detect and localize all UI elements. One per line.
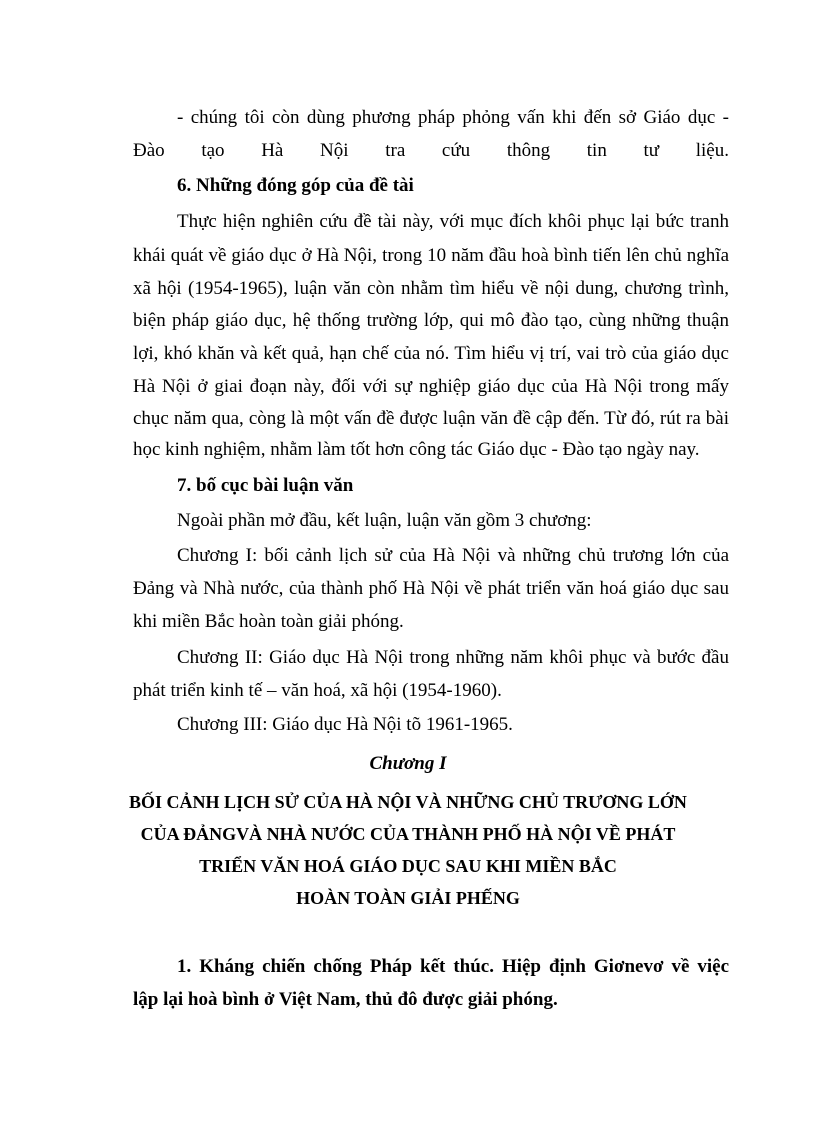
paragraph-line: Thực hiện nghiên cứu đề tài này, với mục đích khôi phục lại bức tranh [177, 211, 729, 232]
chapter-heading: Chương I [369, 753, 447, 774]
chapter-title-line: HOÀN TOÀN GIẢI PHẾNG [296, 888, 520, 908]
section-1-heading: 1. Kháng chiến chống Pháp kết thúc. Hiệp định Giơnevơ về việc [177, 956, 729, 977]
section-heading-7: 7. bố cục bài luận văn [177, 475, 354, 496]
paragraph-line: Ngoài phần mở đầu, kết luận, luận văn gồm 3 chương: [177, 510, 592, 531]
paragraph-line: xã hội (1954-1965), luận văn còn nhằm tìm hiểu về nội dung, chương trình, [133, 278, 729, 299]
chapter-title-line: BỐI CẢNH LỊCH SỬ CỦA HÀ NỘI VÀ NHỮNG CHỦ TRƯƠNG LỚN [129, 792, 687, 812]
section-1-heading: lập lại hoà bình ở Việt Nam, thủ đô được giải phóng. [133, 989, 558, 1010]
chapter-title-line: CỦA ĐẢNGVÀ NHÀ NƯỚC CỦA THÀNH PHỐ HÀ NỘI VỀ PHÁT [140, 824, 676, 844]
paragraph-line: Chương I: bối cảnh lịch sử của Hà Nội và những chủ trương lớn của [177, 545, 729, 566]
paragraph-line: lợi, khó khăn và kết quả, hạn chế của nó. Tìm hiểu vị trí, vai trò của giáo dục [133, 343, 729, 364]
paragraph-line: khái quát về giáo dục ở Hà Nội, trong 10 năm đầu hoà bình tiến lên chủ nghĩa [133, 245, 729, 266]
paragraph-line: biện pháp giáo dục, hệ thống trường lớp, qui mô đào tạo, cùng những thuận [133, 310, 729, 331]
paragraph-line: - chúng tôi còn dùng phương pháp phỏng vấn khi đến sở Giáo dục - [177, 107, 729, 128]
section-heading-6: 6. Những đóng góp của đề tài [177, 175, 414, 196]
chapter-title-line: TRIỂN VĂN HOÁ GIÁO DỤC SAU KHI MIỀN BẮC [199, 856, 617, 876]
paragraph-line: Đảng và Nhà nước, của thành phố Hà Nội về phát triển văn hoá giáo dục sau [133, 578, 729, 599]
paragraph-line: Chương III: Giáo dục Hà Nội tõ 1961-1965. [177, 714, 513, 735]
paragraph-line: phát triển kinh tế – văn hoá, xã hội (1954-1960). [133, 680, 502, 701]
paragraph-line: học kinh nghiệm, nhằm làm tốt hơn công tác Giáo dục - Đào tạo ngày nay. [133, 439, 700, 460]
paragraph-line: Hà Nội ở giai đoạn này, đối với sự nghiệp giáo dục của Hà Nội trong mấy [133, 376, 729, 397]
paragraph-line: Chương II: Giáo dục Hà Nội trong những năm khôi phục và bước đầu [177, 647, 729, 668]
paragraph-line: chục năm qua, còng là một vấn đề được luận văn đề cập đến. Từ đó, rút ra bài [133, 408, 729, 429]
paragraph-line: Đào tạo Hà Nội tra cứu thông tin tư liệu. [133, 140, 729, 161]
paragraph-line: khi miền Bắc hoàn toàn giải phóng. [133, 611, 404, 632]
